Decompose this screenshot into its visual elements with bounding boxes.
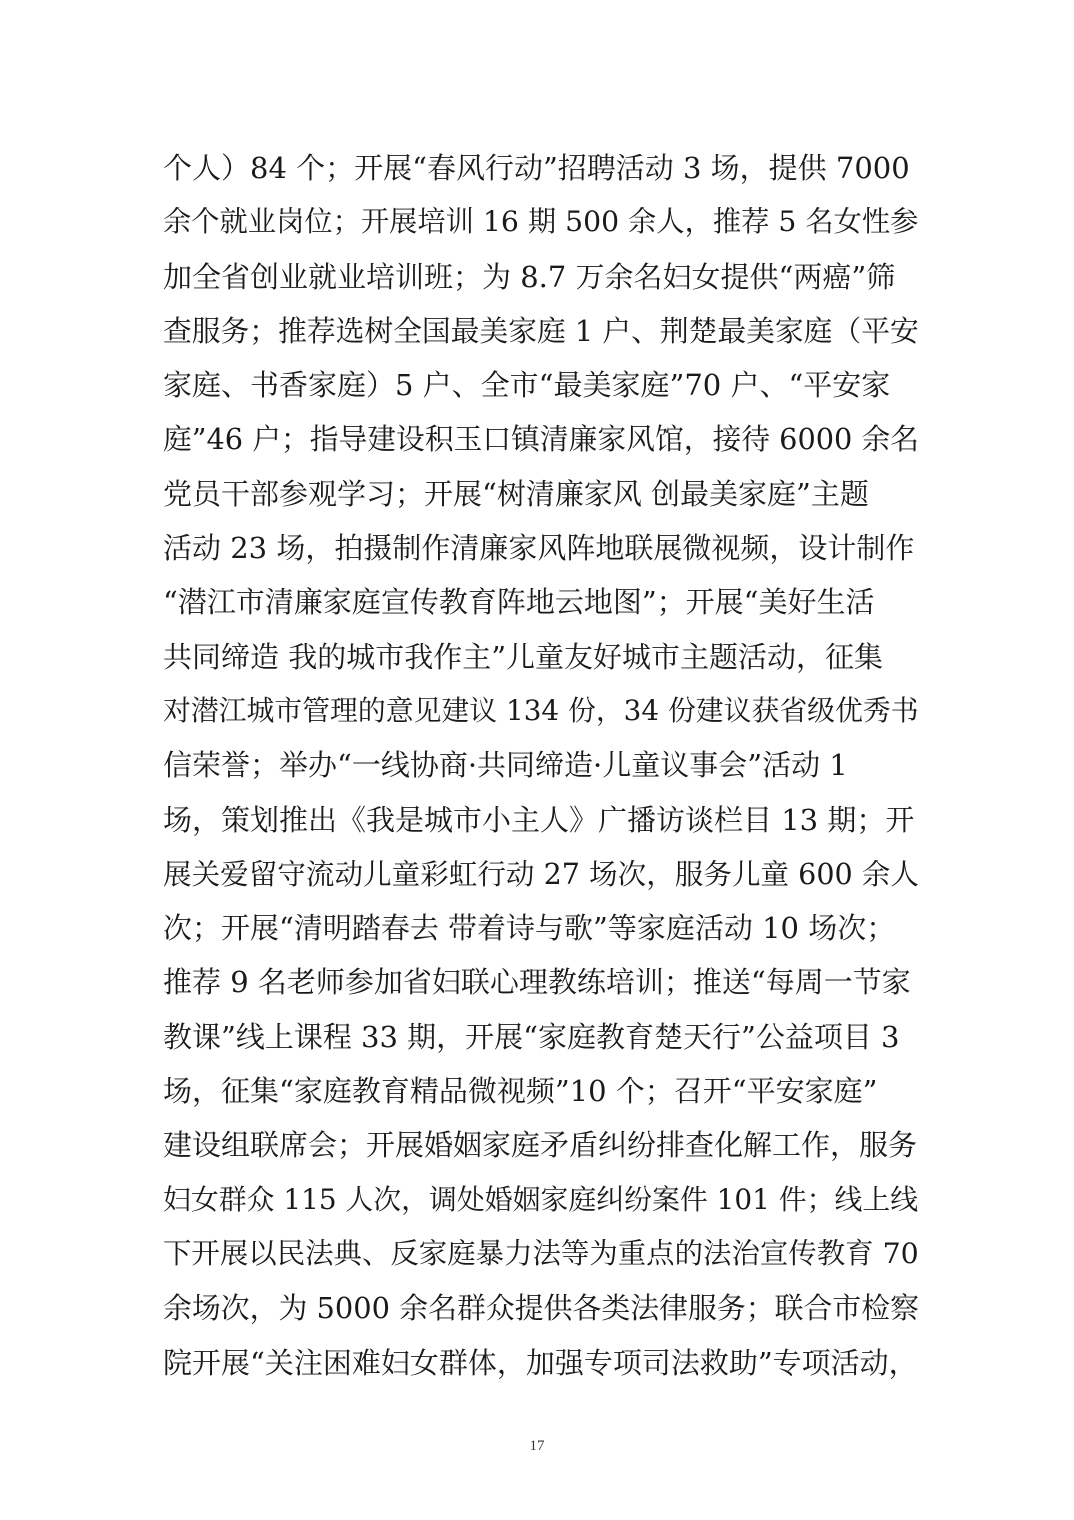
- text-line: 妇女群众 115 人次，调处婚姻家庭纠纷案件 101 件；线上线: [163, 1182, 919, 1216]
- text-line: 场，策划推出《我是城市小主人》广播访谈栏目 13 期；开: [163, 802, 915, 837]
- text-line: 余个就业岗位；开展培训 16 期 500 余人，推荐 5 名女性参: [163, 205, 919, 239]
- text-line: 个人）84 个；开展“春风行动”招聘活动 3 场，提供 7000: [163, 151, 910, 185]
- text-line: 余场次，为 5000 余名群众提供各类法律服务；联合市检察: [163, 1291, 919, 1326]
- page-number: 17: [529, 1438, 545, 1454]
- text-line: 下开展以民法典、反家庭暴力法等为重点的法治宣传教育 70: [163, 1236, 919, 1270]
- body-paragraph: [163, 141, 919, 1390]
- text-line: 场，征集“家庭教育精品微视频”10 个；召开“平安家庭”: [163, 1074, 878, 1109]
- text-line: 推荐 9 名老师参加省妇联心理教练培训；推送“每周一节家: [163, 965, 911, 1000]
- text-line: 查服务；推荐选树全国最美家庭 1 户、荆楚最美家庭（平安: [163, 313, 919, 348]
- text-line: 建设组联席会；开展婚姻家庭矛盾纠纷排查化解工作，服务: [163, 1128, 918, 1163]
- text-line: 党员干部参观学习；开展“树清廉家风 创最美家庭”主题: [163, 476, 869, 511]
- text-line: 家庭、书香家庭）5 户、全市“最美家庭”70 户、“平安家: [163, 368, 891, 403]
- text-line: 院开展“关注困难妇女群体，加强专项司法救助”专项活动，: [163, 1345, 918, 1380]
- text-line: 信荣誉；举办“一线协商·共同缔造·儿童议事会”活动 1: [163, 748, 848, 783]
- text-line: 加全省创业就业培训班；为 8.7 万余名妇女提供“两癌”筛: [163, 259, 896, 294]
- text-line: 教课”线上课程 33 期，开展“家庭教育楚天行”公益项目 3: [163, 1019, 900, 1054]
- text-line: 活动 23 场，拍摄制作清廉家风阵地联展微视频，设计制作: [163, 531, 915, 566]
- text-line: “潜江市清廉家庭宣传教育阵地云地图”；开展“美好生活: [163, 585, 875, 620]
- text-line: 展关爱留守流动儿童彩虹行动 27 场次，服务儿童 600 余人: [163, 856, 919, 891]
- text-line: 对潜江城市管理的意见建议 134 份，34 份建议获省级优秀书: [163, 693, 919, 727]
- text-line: 庭”46 户；指导建设积玉口镇清廉家风馆，接待 6000 余名: [163, 422, 920, 457]
- text-line: 次；开展“清明踏春去 带着诗与歌”等家庭活动 10 场次；: [163, 911, 896, 946]
- text-line: 共同缔造 我的城市我作主”儿童友好城市主题活动，征集: [163, 639, 884, 674]
